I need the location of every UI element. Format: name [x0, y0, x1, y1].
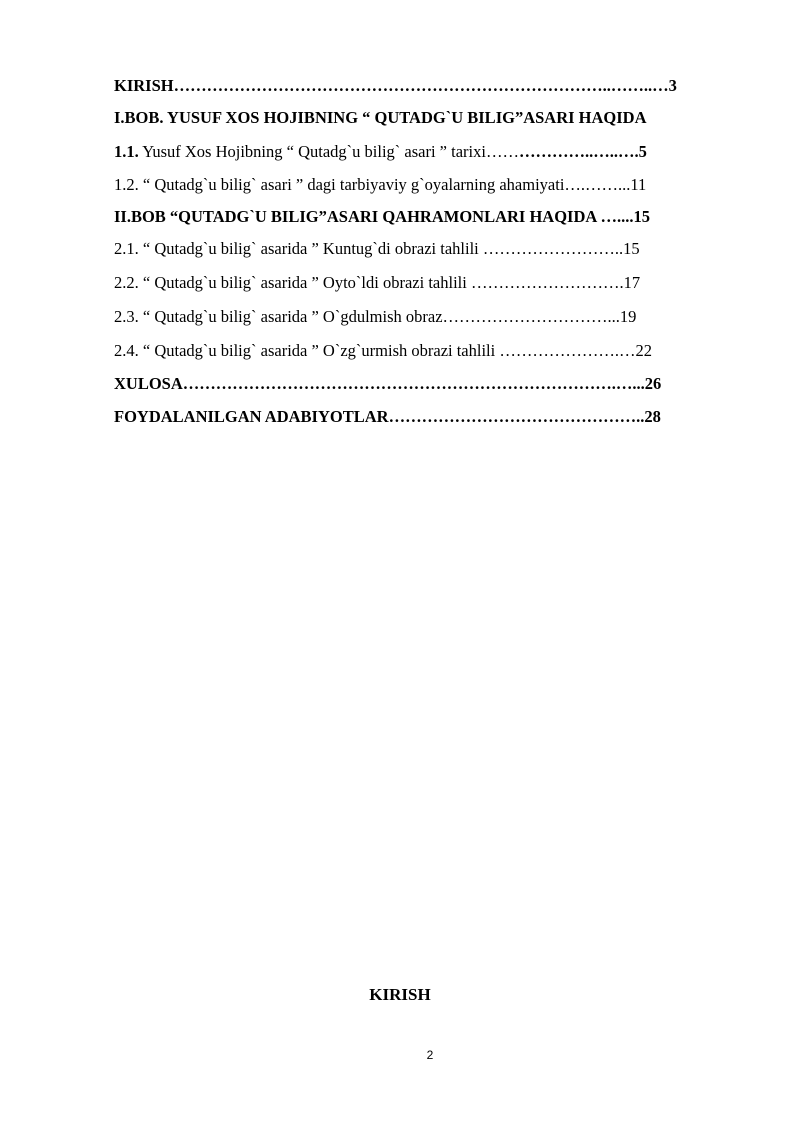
toc-entry-2-4: 2.4. “ Qutadg`u bilig` asarida ” O`zg`urmish obrazi tahlili ………………….…22 — [114, 341, 652, 360]
toc-entry-1-2: 1.2. “ Qutadg`u bilig` asari ” dagi tarbiyaviy g`oyalarning ahamiyati….……...11 — [114, 175, 647, 194]
toc-entry-1-1-number: 1.1. — [114, 142, 139, 161]
section-heading: KIRISH — [369, 985, 431, 1004]
toc-entry-adabiyotlar: FOYDALANILGAN ADABIYOTLAR………………………………………..28 — [114, 407, 661, 426]
toc-chapter-1-title: I.BOB. YUSUF XOS HOJIBNING “ QUTADG`U BILIG”ASARI HAQIDA — [114, 108, 647, 127]
toc-entry-2-2: 2.2. “ Qutadg`u bilig` asarida ” Oyto`ldi obrazi tahlili ……………………….17 — [114, 273, 641, 292]
toc-entry-xulosa: XULOSA…………………………………………………………………….…...26 — [114, 374, 662, 393]
toc-entry-kirish: KIRISH……………………………………………………………………..……..…3 — [114, 76, 677, 95]
toc-entry-1-1-dots: …………..…..….5 — [518, 142, 647, 161]
toc-entry-2-3: 2.3. “ Qutadg`u bilig` asarida ” O`gdulmish obraz…………………………...19 — [114, 307, 637, 326]
toc-entry-2-1: 2.1. “ Qutadg`u bilig` asarida ” Kuntug`di obrazi tahlili ……………………..15 — [114, 239, 640, 258]
toc-entry-1-1-text: Yusuf Xos Hojibning “ Qutadg`u bilig` asari ” tarixi…… — [138, 142, 519, 161]
toc-chapter-2-title: II.BOB “QUTADG`U BILIG”ASARI QAHRAMONLARI HAQIDA …....15 — [114, 207, 651, 226]
toc-entry-1-1 — [114, 142, 647, 162]
page-number: 2 — [426, 1048, 434, 1062]
